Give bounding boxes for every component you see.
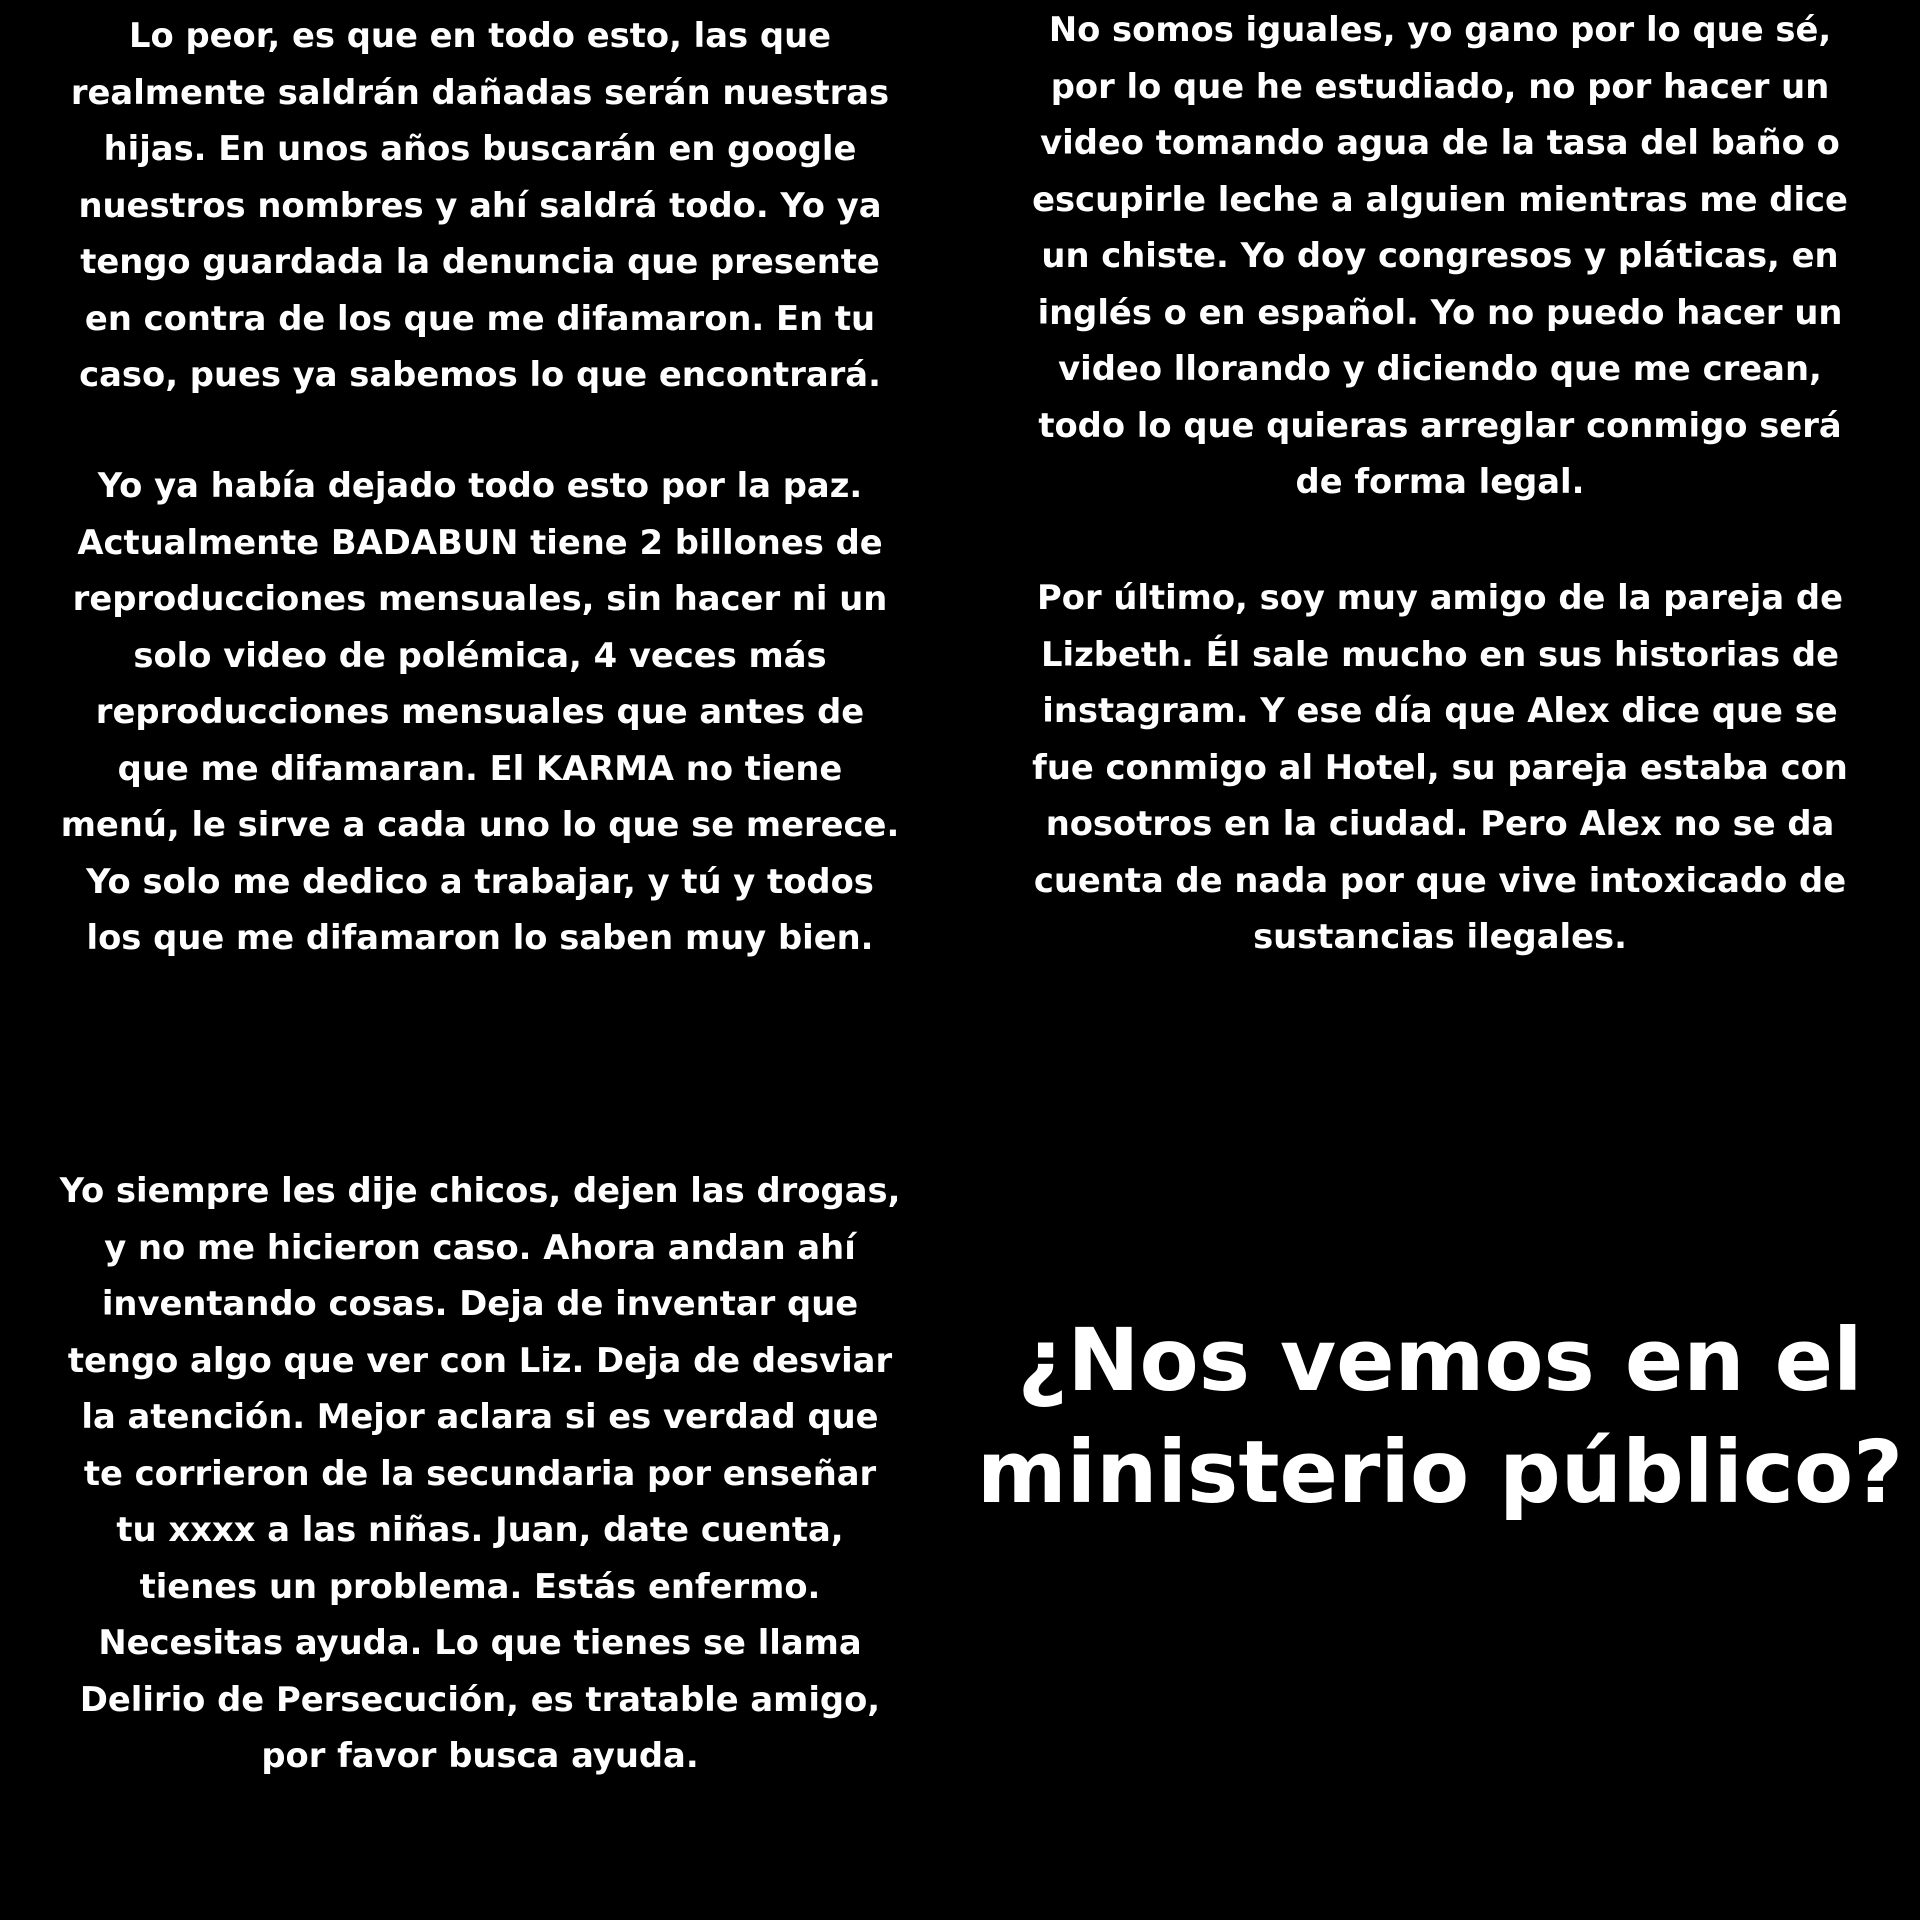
text-line: nuestros nombres y ahí saldrá todo. Yo ya: [78, 185, 882, 225]
text-line: nosotros en la ciudad. Pero Alex no se da: [1045, 804, 1835, 843]
text-line: Yo solo me dedico a trabajar, y tú y todos: [86, 861, 874, 901]
text-line: que me difamaran. El KARMA no tiene: [117, 748, 843, 788]
text-line: por favor busca ayuda.: [261, 1736, 699, 1775]
text-line: Delirio de Persecución, es tratable amigo,: [79, 1679, 881, 1719]
text-line: Lo peor, es que en todo esto, las que: [128, 16, 832, 55]
text-line: tu xxxx a las niñas. Juan, date cuenta,: [116, 1510, 844, 1549]
text-line: en contra de los que me difamaron. En tu: [84, 298, 876, 338]
paragraph-top-right-2: [960, 570, 1920, 966]
text-line: instagram. Y ese día que Alex dice que se: [1042, 691, 1838, 730]
text-line: escupirle leche a alguien mientras me dice: [1032, 179, 1848, 219]
text-line: te corrieron de la secundaria por enseñar: [83, 1453, 877, 1493]
text-line: inglés o en español. Yo no puedo hacer un: [1037, 292, 1843, 332]
text-line: un chiste. Yo doy congresos y pláticas, en: [1041, 236, 1839, 275]
text-line: solo video de polémica, 4 veces más: [133, 635, 827, 675]
question-line: ministerio público?: [976, 1423, 1904, 1523]
panel-bottom-right: [960, 960, 1920, 1920]
text-line: Lizbeth. Él sale mucho en sus historias de: [1041, 634, 1839, 674]
text-line: y no me hicieron caso. Ahora andan ahí: [104, 1227, 856, 1267]
text-line: tengo algo que ver con Liz. Deja de desviar: [67, 1340, 893, 1380]
text-line: fue conmigo al Hotel, su pareja estaba con: [1032, 747, 1848, 787]
paragraph-top-right-1: [960, 2, 1920, 511]
text-line: menú, le sirve a cada uno lo que se merece.: [60, 805, 900, 844]
text-line: reproducciones mensuales, sin hacer ni un: [72, 579, 888, 618]
closing-question: [960, 1305, 1920, 1529]
panel-top-left: [0, 0, 960, 960]
text-line: video tomando agua de la tasa del baño o: [1040, 123, 1840, 162]
text-line: video llorando y diciendo que me crean,: [1058, 349, 1822, 388]
text-line: Por último, soy muy amigo de la pareja de: [1037, 578, 1843, 617]
text-line: por lo que he estudiado, no por hacer un: [1050, 66, 1830, 106]
text-line: reproducciones mensuales que antes de: [95, 692, 865, 731]
panel-bottom-left: [0, 960, 960, 1920]
text-line: todo lo que quieras arreglar conmigo será: [1038, 405, 1842, 445]
text-line: sustancias ilegales.: [1253, 917, 1627, 956]
text-line: Yo ya había dejado todo esto por la paz.: [97, 466, 863, 505]
text-line: tienes un problema. Estás enfermo.: [139, 1566, 821, 1606]
paragraph-bottom-left-1: [0, 1163, 960, 1785]
paragraph-top-left-2: [0, 458, 960, 967]
text-line: inventando cosas. Deja de inventar que: [101, 1284, 859, 1323]
text-line: Yo siempre les dije chicos, dejen las drogas,: [59, 1171, 901, 1210]
text-line: hijas. En unos años buscarán en google: [103, 129, 857, 168]
text-line: los que me difamaron lo saben muy bien.: [86, 918, 874, 957]
text-line: Actualmente BADABUN tiene 2 billones de: [77, 522, 883, 562]
question-line: ¿Nos vemos en el: [1017, 1311, 1863, 1411]
paragraph-top-left-1: [0, 8, 960, 404]
text-line: tengo guardada la denuncia que presente: [80, 242, 880, 281]
text-line: caso, pues ya sabemos lo que encontrará.: [79, 355, 881, 394]
text-line: realmente saldrán dañadas serán nuestras: [70, 72, 890, 112]
text-line: cuenta de nada por que vive intoxicado de: [1033, 860, 1847, 900]
text-line: No somos iguales, yo gano por lo que sé,: [1048, 10, 1832, 49]
text-line: de forma legal.: [1295, 462, 1585, 501]
panel-top-right: [960, 0, 1920, 960]
text-line: Necesitas ayuda. Lo que tienes se llama: [98, 1623, 862, 1662]
text-line: la atención. Mejor aclara si es verdad que: [81, 1397, 879, 1436]
